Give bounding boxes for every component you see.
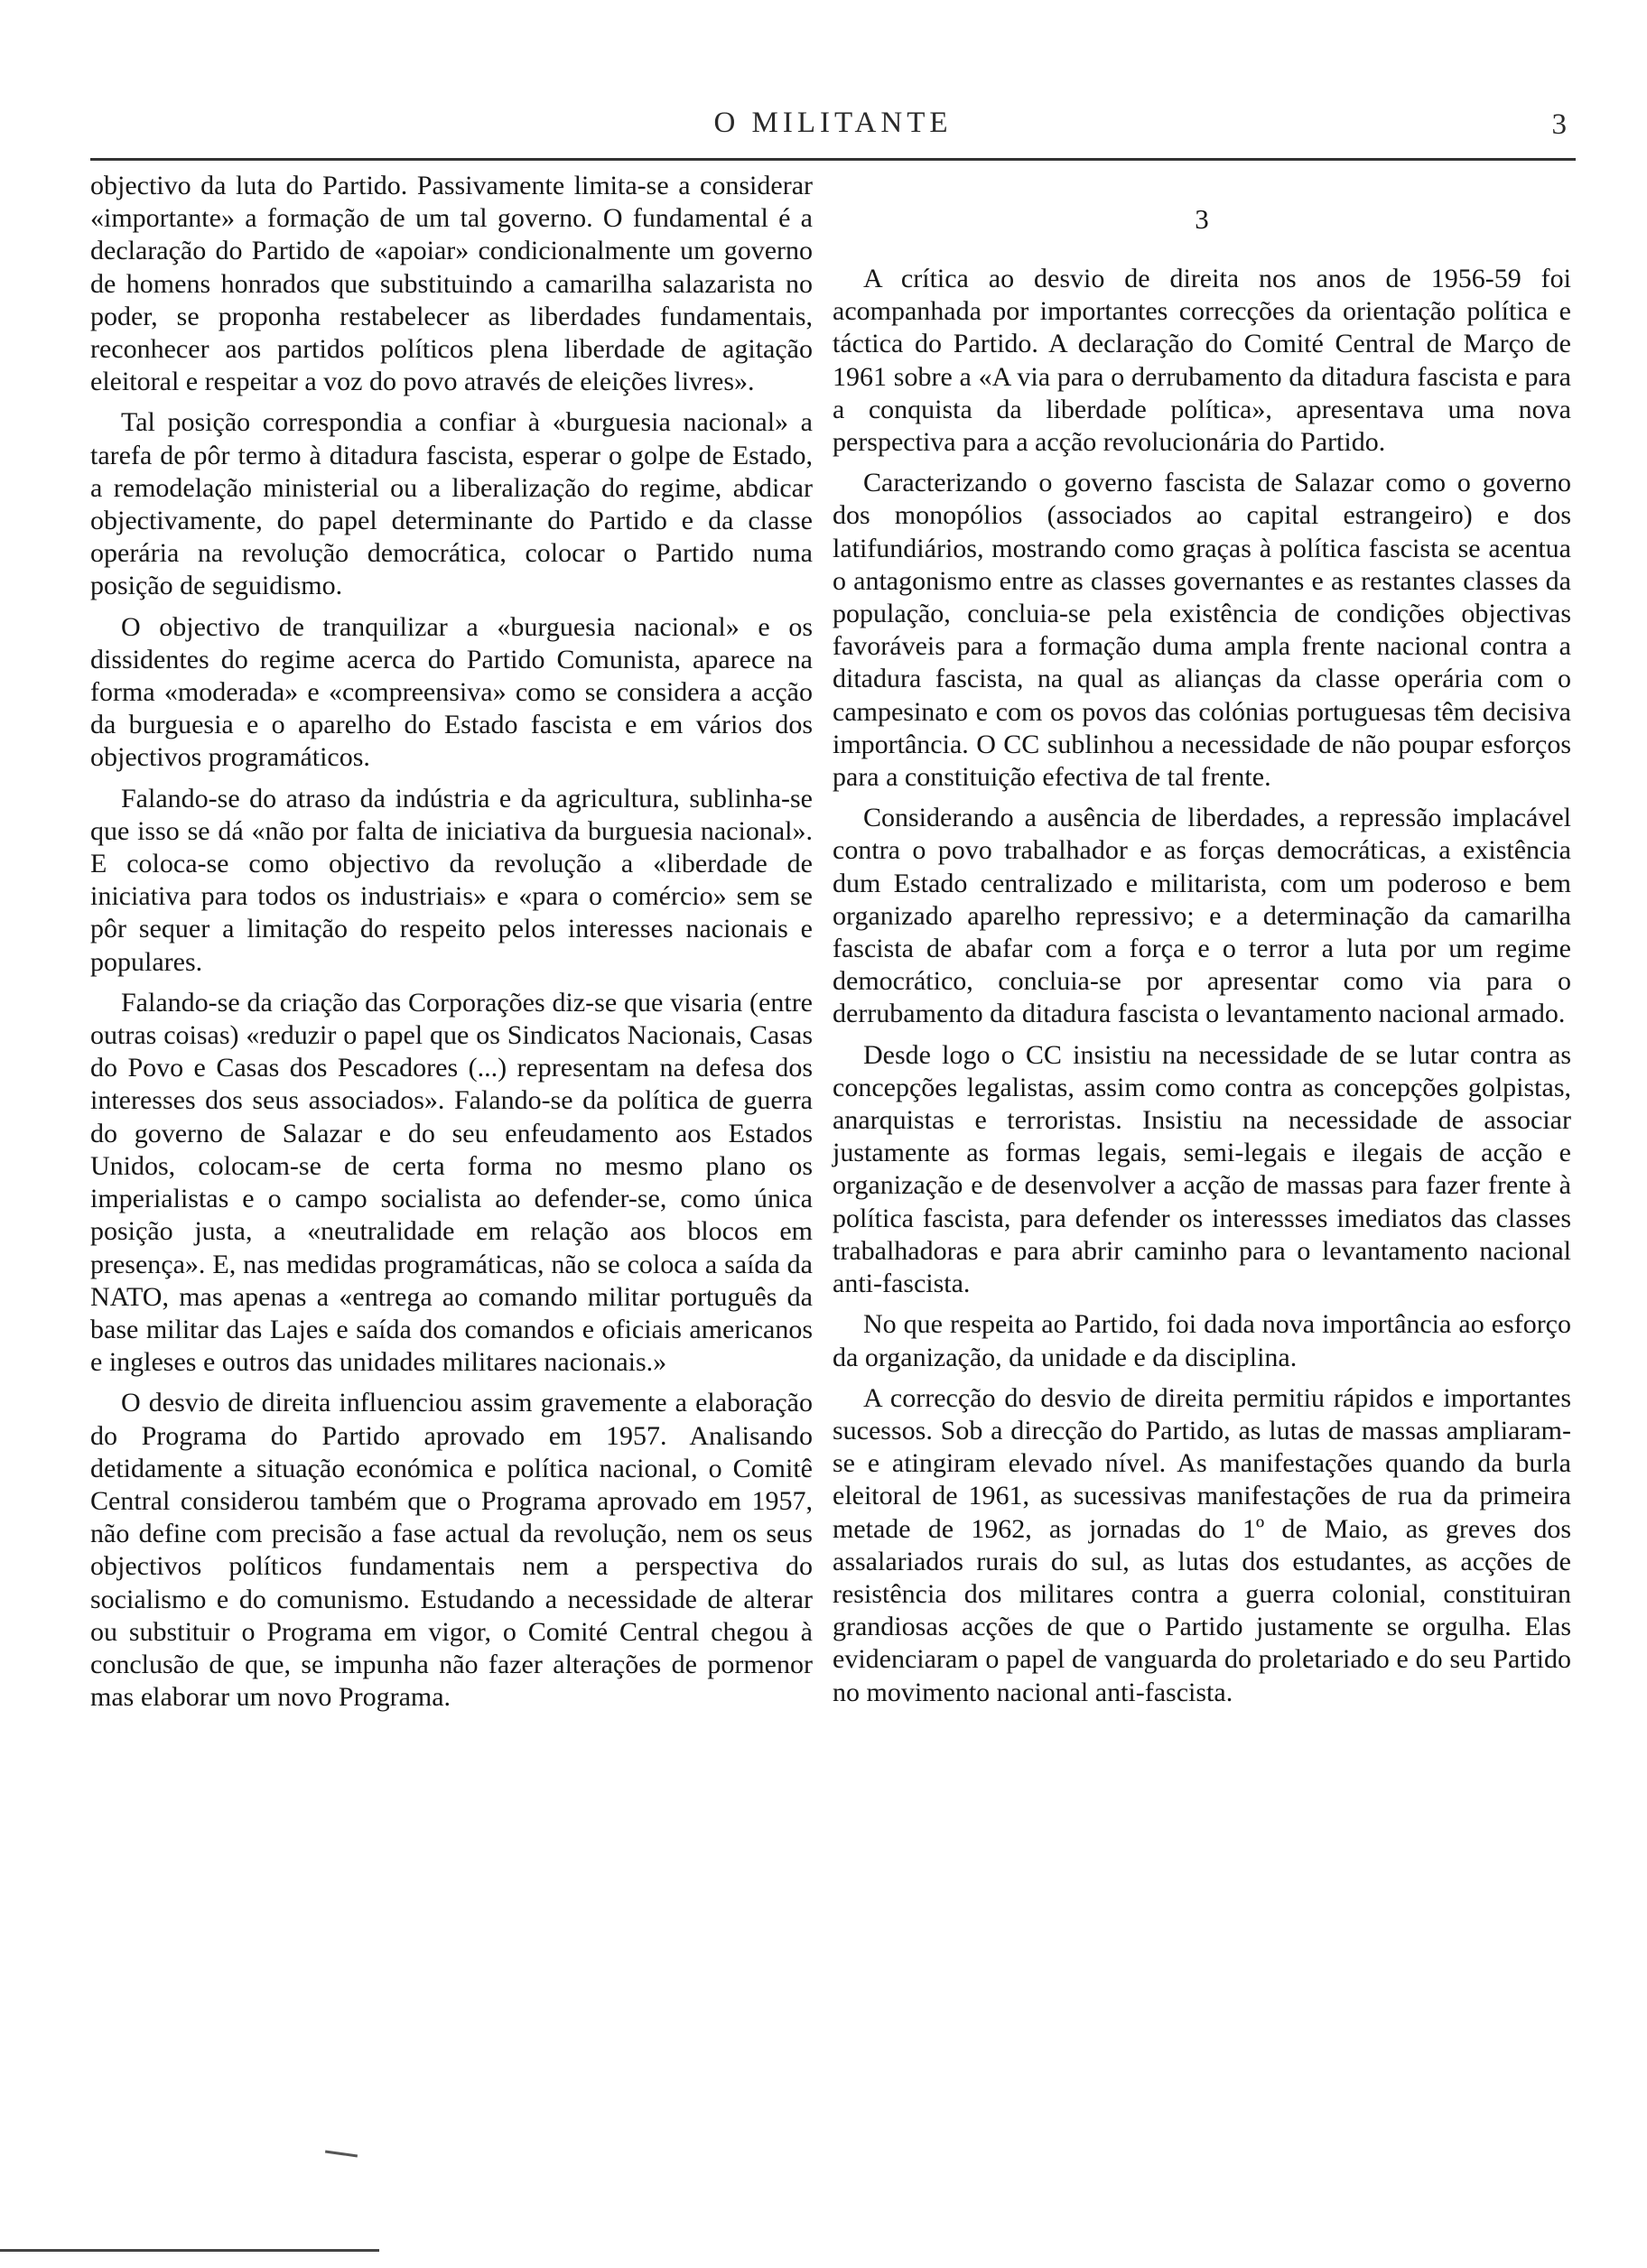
- paragraph: Considerando a ausência de liberdades, a repressão implacável contra o povo trabalhador e as forças democráticas, a existência dum Estado centralizado e militarista, com um poderoso e bem organizado aparelho repressivo; e a determinação da camarilha fascista de abafar com a força e o terror a luta por um regime democrático, concluia-se por apresentar como via para o derrubamento da ditadura fascista o levantamento nacional armado.: [833, 803, 1571, 1029]
- paragraph: objectivo da luta do Partido. Passivamente limita-se a considerar «importante» a formação de um tal governo. O fundamental é a declaração do Partido de «apoiar» condicionalmente um governo de homens honrados que substituindo a camarilha salazarista no poder, se proponha restabelecer as liberdades fundamentais, reconhecer aos partidos políticos plena liberdade de agitação eleitoral e respeitar a voz do povo através de eleições livres».: [90, 171, 813, 397]
- paragraph: Desde logo o CC insistiu na necessidade de se lutar contra as concepções legalistas, assim como contra as concepções golpistas, anarquistas e terroristas. Insistiu na necessidade de associar justamente as formas legais, semi-legais e ilegais de acção e organização e de desenvolver a acção de massas para fazer frente à política fascista, para defender os interessses imediatos das classes trabalhadoras e para abrir caminho para o levantamento nacional anti-fascista.: [833, 1039, 1571, 1299]
- paragraph: O objectivo de tranquilizar a «burguesia nacional» e os dissidentes do regime acerca do Partido Comunista, aparece na forma «moderada» e «compreensiva» como se considera a acção da burguesia e o aparelho do Estado fascista e em vários dos objectivos programáticos.: [90, 611, 813, 773]
- ink-mark: [325, 2151, 358, 2158]
- paragraph: A crítica ao desvio de direita nos anos de 1956-59 foi acompanhada por importantes correcções da orientação política e táctica do Partido. A declaração do Comité Central de Março de 1961 sobre a «A via para o derrubamento da ditadura fascista e para a conquista da liberdade política», apresentava uma nova perspectiva para a acção revolucionária do Partido.: [833, 264, 1571, 458]
- paragraph: Falando-se do atraso da indústria e da agricultura, sublinha-se que isso se dá «não por falta de iniciativa da burguesia nacional». E coloca-se como objectivo da revolução a «liberdade de iniciativa para todos os industriais» e «para o comércio» sem se pôr sequer a limitação do respeito pelos interesses nacionais e populares.: [90, 783, 813, 977]
- page-header: [90, 107, 1576, 152]
- section-number: 3: [1195, 203, 1209, 235]
- right-column: [833, 203, 1571, 1717]
- header-rule: [90, 158, 1576, 161]
- bottom-rule: [0, 2249, 379, 2252]
- paragraph: Falando-se da criação das Corporações diz-se que visaria (entre outras coisas) «reduzir o papel que os Sindicatos Nacionais, Casas do Povo e Casas dos Pescadores (...) representam na defesa dos interesses dos seus associados». Falando-se da política de guerra do governo de Salazar e do seu enfeudamento aos Estados Unidos, colocam-se de certa forma no mesmo plano os imperialistas e o campo socialista ao defender-se, como única posição justa, a «neutralidade em relação aos blocos em presença». E, nas medidas programáticas, não se coloca a saída da NATO, mas apenas a «entrega ao comando militar português da base militar das Lajes e saída dos comandos e oficiais americanos e ingleses e outros das unidades militares nacionais.»: [90, 987, 813, 1378]
- paragraph: Tal posição correspondia a confiar à «burguesia nacional» a tarefa de pôr termo à ditadura fascista, esperar o golpe de Estado, a remodelação ministerial ou a liberalização do regime, abdicar objectivamente, do papel determinante do Partido e da classe operária na revolução democrática, colocar o Partido numa posição de seguidismo.: [90, 407, 813, 601]
- page-number: 3: [1551, 108, 1567, 141]
- paragraph: Caracterizando o governo fascista de Salazar como o governo dos monopólios (associados ao capital estrangeiro) e dos latifundiários, mostrando como graças à política fascista se acentua o antagonismo entre as classes governantes e as restantes classes da população, concluia-se pela existência de condições objectivas favoráveis para a formação duma ampla frente nacional contra a ditadura fascista, na qual as alianças da classe operária com o campesinato e com os povos das colónias portuguesas têm decisiva importância. O CC sublinhou a necessidade de não poupar esforços para a constituição efectiva de tal frente.: [833, 468, 1571, 793]
- journal-title: O MILITANTE: [713, 107, 953, 139]
- paragraph: O desvio de direita influenciou assim gravemente a elaboração do Programa do Partido aprovado em 1957. Analisando detidamente a situação económica e política nacional, o Comitê Central considerou também que o Programa aprovado em 1957, não define com precisão a fase actual da revolução, nem os seus objectivos políticos fundamentais nem a perspectiva do socialismo e do comunismo. Estudando a necessidade de alterar ou substituir o Programa em vigor, o Comité Central chegou à conclusão de que, se impunha não fazer alterações de pormenor mas elaborar um novo Programa.: [90, 1388, 813, 1713]
- paragraph: A correcção do desvio de direita permitiu rápidos e importantes sucessos. Sob a direcção do Partido, as lutas de massas ampliaram-se e atingiram elevado nível. As manifestações quando da burla eleitoral de 1961, as sucessivas manifestações de rua da primeira metade de 1962, as jornadas do 1º de Maio, as greves dos assalariados rurais do sul, as lutas dos estudantes, as acções de resistência dos militares contra a guerra colonial, constituiran grandiosas acções de que o Partido justamente se orgulha. Elas evidenciaram o papel de vanguarda do proletariado e do seu Partido no movimento nacional anti-fascista.: [833, 1382, 1571, 1707]
- left-column: [90, 170, 813, 1722]
- paragraph: No que respeita ao Partido, foi dada nova importância ao esforço da organização, da unidade e da disciplina.: [833, 1309, 1571, 1372]
